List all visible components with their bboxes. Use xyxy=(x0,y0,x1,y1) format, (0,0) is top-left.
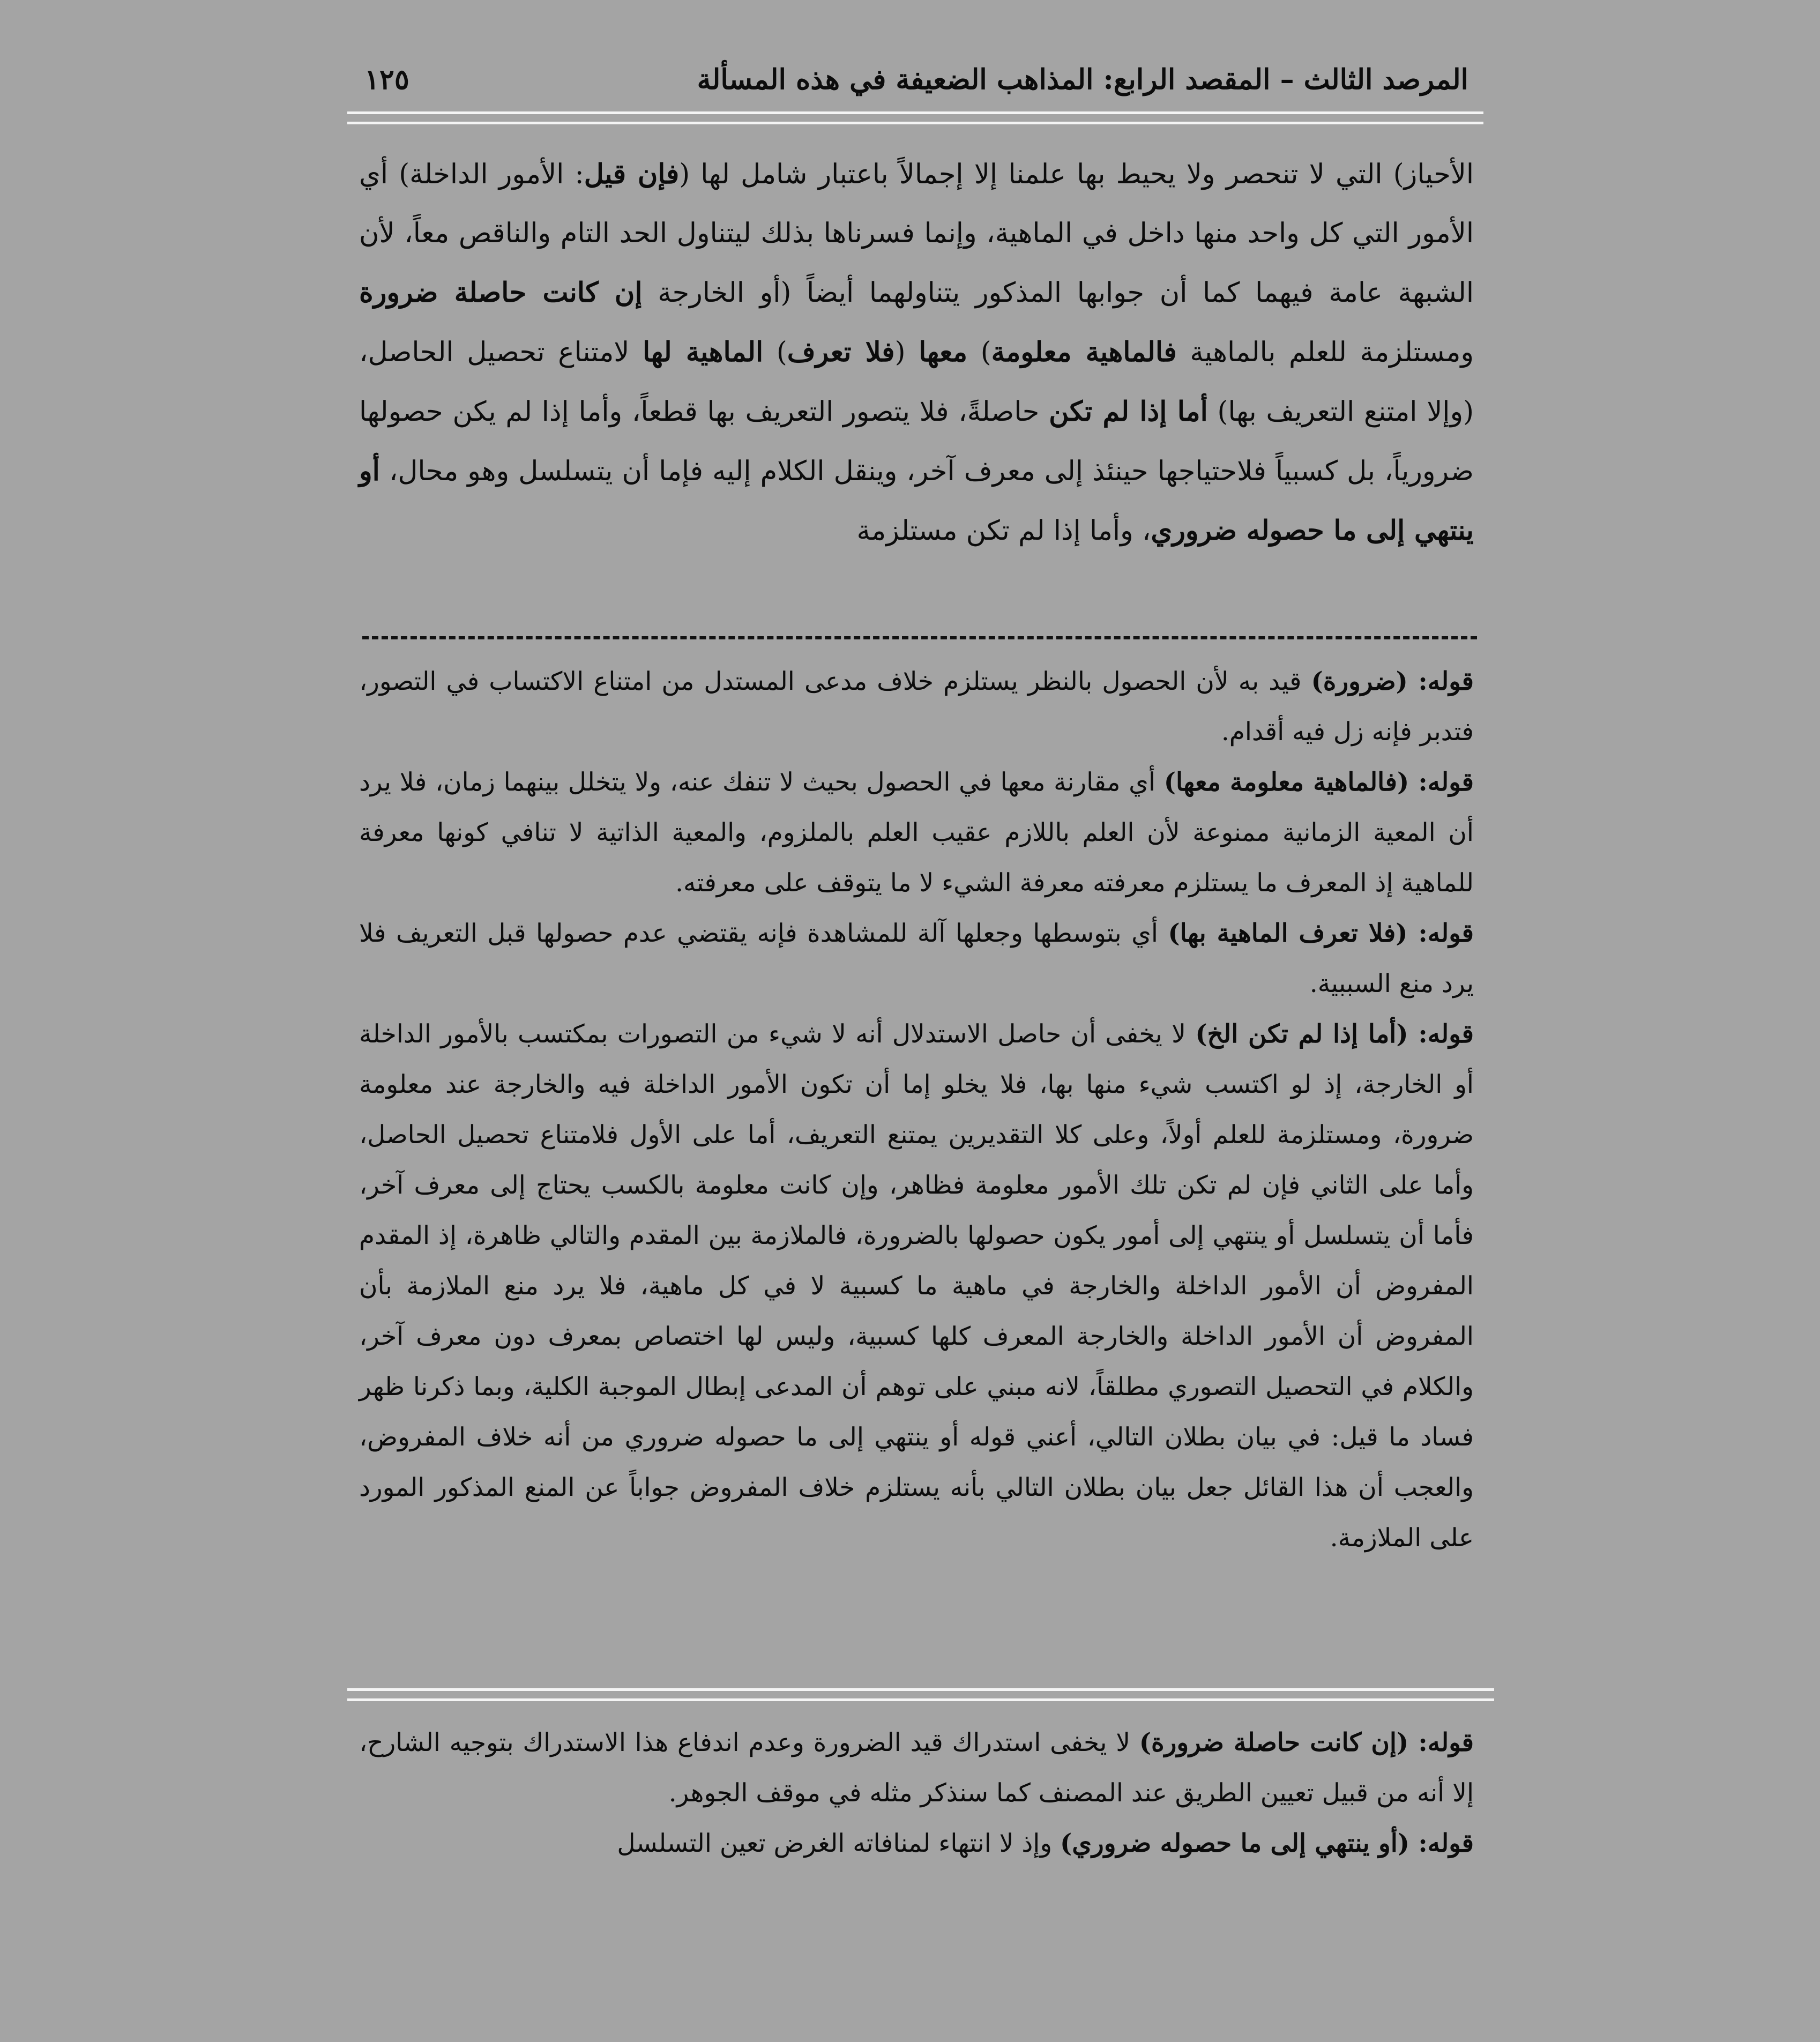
bold-text-run: فلا تعرف xyxy=(787,336,895,368)
text-run: ( xyxy=(894,337,919,368)
text-run: الأحياز) التي لا تنحصر ولا يحيط بها علمنا إلا إجمالاً باعتبار شامل لها ( xyxy=(679,159,1474,190)
header-rule xyxy=(347,111,1483,124)
text-run: ومستلزمة للعلم بالماهية xyxy=(1176,337,1474,368)
text-run: لامتناع تحصيل الحاصل، (وإلا امتنع التعريف بها) xyxy=(359,337,1474,428)
text-run: ) xyxy=(967,337,991,368)
bold-text-run: قوله: (أو ينتهي إلى ما حصوله ضروري) xyxy=(1060,1829,1474,1858)
main-text xyxy=(359,145,1474,561)
text-run: لا يخفى استدراك قيد الضرورة وعدم اندفاع هذا الاستدراك بتوجيه الشارح، إلا أنه من قبيل تعيين الطريق عند المصنف كما سنذكر مثله في موقف الجوهر. xyxy=(359,1728,1474,1808)
note-paragraph xyxy=(359,1718,1474,1819)
text-run: ) xyxy=(763,337,787,368)
text-run: وإذ لا انتهاء لمنافاته الغرض تعين التسلسل xyxy=(617,1829,1060,1858)
text-run: لا يخفى أن حاصل الاستدلال أنه لا شيء من التصورات بمكتسب بالأمور الداخلة أو الخارجة، إذ لو اكتسب شيء منها بها، فلا يخلو إما أن تكون الأمور الداخلة فيه والخارجة عند معلومة ضرورة، ومستلزمة للعلم أولاً، وعلى كلا التقديرين يمتنع التعريف، أما على الأول فلامتناع تحصيل الحاصل، وأما على الثاني فإن لم تكن تلك الأمور معلومة فظاهر، وإن كانت معلومة بالكسب يحتاج إلى معرف آخر، فأما أن يتسلسل أو ينتهي إلى أمور يكون حصولها بالضرورة، فالملازمة بين المقدم والتالي ظاهرة، إذ المقدم المفروض أن الأمور الداخلة والخارجة في ماهية ما كسبية لا في كل ماهية، فلا يرد منع الملازمة بأن المفروض أن الأمور الداخلة والخارجة المعرف كلها كسبية، وليس لها اختصاص بمعرف دون معرف آخر، والكلام في التحصيل التصوري مطلقاً، لانه مبني على توهم أن المدعى إبطال الموجبة الكلية، وبما ذكرنا ظهر فساد ما قيل: في بيان بطلان التالي، أعني قوله أو ينتهي إلى ما حصوله ضروري من أنه خلاف المفروض، والعجب أن هذا القائل جعل بيان بطلان التالي بأنه يستلزم خلاف المفروض جواباً عن المنع المذكور المورد على الملازمة. xyxy=(359,1019,1474,1553)
bold-text-run: قوله: (فالماهية معلومة معها) xyxy=(1163,767,1474,797)
section-rule xyxy=(347,1688,1494,1701)
text-run: أي بتوسطها وجعلها آلة للمشاهدة فإنه يقتضي عدم حصولها قبل التعريف فلا يرد منع السببية. xyxy=(359,919,1474,998)
bold-text-run: قوله: (ضرورة) xyxy=(1311,667,1474,696)
note-paragraph xyxy=(359,657,1474,757)
commentary-notes-continued xyxy=(359,1718,1474,1869)
header-title: المرصد الثالث – المقصد الرابع: المذاهب الضعيفة في هذه المسألة xyxy=(697,63,1468,96)
note-paragraph xyxy=(359,1009,1474,1563)
note-paragraph xyxy=(359,757,1474,908)
text-run: أي مقارنة معها في الحصول بحيث لا تنفك عنه، ولا يتخلل بينهما زمان، فلا يرد أن المعية الزمانية ممنوعة لأن العلم باللازم عقيب العلم بالملزوم، والمعية الذاتية لا تنافي كونها معرفة للماهية إذ المعرف ما يستلزم معرفته معرفة الشيء لا ما يتوقف على معرفته. xyxy=(359,767,1474,898)
note-paragraph xyxy=(359,1819,1474,1869)
bold-text-run: قوله: (إن كانت حاصلة ضرورة) xyxy=(1139,1728,1474,1757)
commentary-notes xyxy=(359,657,1474,1563)
bold-text-run: أو ينتهي إلى ما حصوله ضروري xyxy=(359,455,1474,547)
note-paragraph xyxy=(359,908,1474,1009)
page-number: ١٢٥ xyxy=(364,63,409,96)
bold-text-run: معها xyxy=(919,336,968,368)
bold-text-run: قوله: (أما إذا لم تكن الخ) xyxy=(1195,1019,1474,1049)
text-run: : الأمور الداخلة) أي الأمور التي كل واحد منها داخل في الماهية، وإنما فسرناها بذلك ليتناول الحد التام والناقص معاً، لأن الشبهة عامة فيهما كما أن جوابها المذكور يتناولهما أيضاً (أو الخارجة xyxy=(359,159,1474,309)
bold-text-run: فالماهية معلومة xyxy=(991,336,1177,368)
running-header xyxy=(354,63,1468,106)
bold-text-run: أما إذا لم تكن xyxy=(1049,396,1208,428)
bold-text-run: فإن قيل xyxy=(584,158,680,190)
bold-text-run: الماهية لها xyxy=(643,336,764,368)
text-run: ، وأما إذا لم تكن مستلزمة xyxy=(856,515,1151,547)
separator-dashed xyxy=(362,636,1477,639)
text-run: حاصلةً، فلا يتصور التعريف بها قطعاً، وأما إذا لم يكن حصولها ضرورياً، بل كسبياً فلاحتياجها حينئذ إلى معرف آخر، وينقل الكلام إليه فإما أن يتسلسل وهو محال، xyxy=(359,396,1474,487)
bold-text-run: قوله: (فلا تعرف الماهية بها) xyxy=(1168,919,1474,948)
bold-text-run: إن كانت حاصلة ضرورة xyxy=(359,277,643,309)
text-run: قيد به لأن الحصول بالنظر يستلزم خلاف مدعى المستدل من امتناع الاكتساب في التصور، فتدبر فإنه زل فيه أقدام. xyxy=(359,667,1474,747)
